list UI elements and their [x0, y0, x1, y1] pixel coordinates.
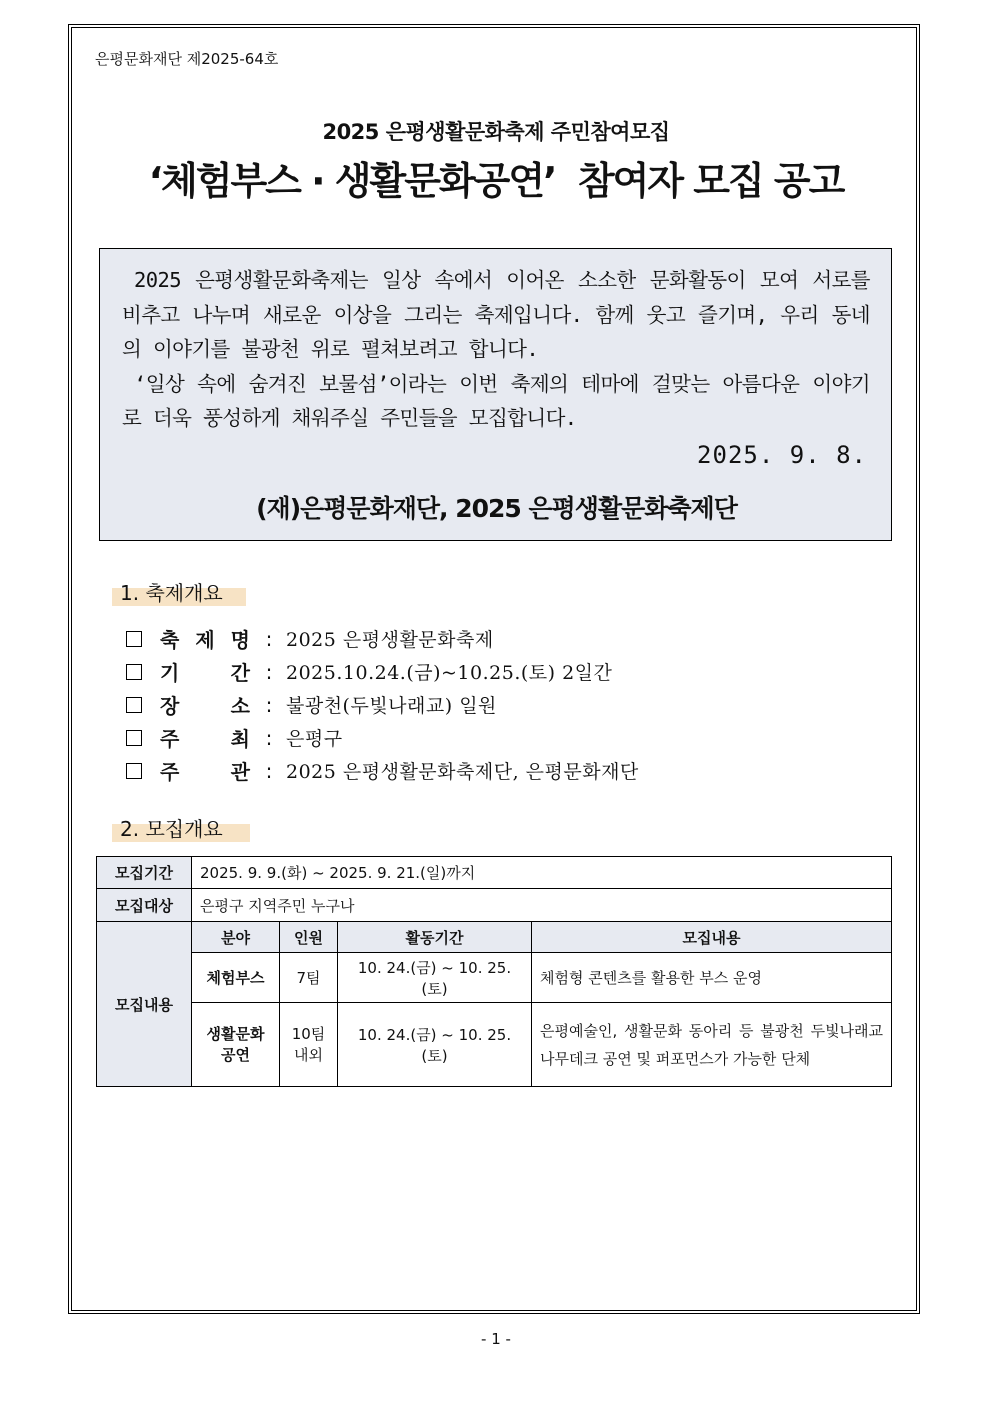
main-title: ‘체험부스 · 생활문화공연’ 참여자 모집 공고 — [148, 159, 844, 203]
checkbox-square-icon — [126, 763, 142, 779]
colon: : — [265, 626, 273, 651]
table-row — [97, 857, 892, 889]
table-header-row — [97, 922, 892, 953]
colon: : — [265, 659, 273, 684]
page-number: - 1 - — [481, 1330, 511, 1348]
content-label: 모집내용 — [97, 922, 192, 1087]
intro-organization: (재)은평문화재단, 2025 은평생활문화축제단 — [256, 494, 737, 523]
colon: : — [265, 725, 273, 750]
section-1-heading: 1. 축제개요 — [112, 580, 246, 606]
intro-box — [99, 248, 892, 541]
overview-label: 주 관 — [160, 760, 252, 784]
overview-label: 장 소 — [160, 694, 252, 718]
intro-paragraph-1: 2025 은평생활문화축제는 일상 속에서 이어온 소소한 문화활동이 모여 서로를 비추고 나누며 새로운 이상을 그리는 축제입니다. 함께 웃고 즐기며, 우리 동네의 이야기를 불광천 위로 펼쳐보려고 합니다. — [122, 268, 870, 361]
colon: : — [265, 692, 273, 717]
checkbox-square-icon — [126, 664, 142, 680]
colon: : — [265, 758, 273, 783]
overview-value: 은평구 — [286, 728, 343, 750]
checkbox-square-icon — [126, 730, 142, 746]
intro-text — [122, 263, 870, 436]
checkbox-square-icon — [126, 697, 142, 713]
intro-paragraph-2: ‘일상 속에 숨겨진 보물섬’이라는 이번 축제의 테마에 걸맞는 아름다운 이야기로 더욱 풍성하게 채워주실 주민들을 모집합니다. — [122, 371, 870, 430]
row-count: 7팀 — [280, 953, 338, 1003]
festival-overview-list — [126, 622, 639, 787]
period-label: 모집기간 — [97, 857, 192, 889]
overview-value: 2025.10.24.(금)~10.25.(토) 2일간 — [286, 662, 613, 684]
target-value: 은평구 지역주민 누구나 — [192, 889, 892, 922]
table-row — [97, 953, 892, 1003]
overview-item — [126, 622, 639, 655]
overview-label: 기 간 — [160, 661, 252, 685]
document-number: 은평문화재단 제2025-64호 — [95, 50, 279, 68]
target-label: 모집대상 — [97, 889, 192, 922]
overview-value: 불광천(두빛나래교) 일원 — [286, 695, 497, 717]
row-count: 10팀 내외 — [280, 1003, 338, 1087]
header-field: 분야 — [192, 922, 280, 953]
row-period: 10. 24.(금) ~ 10. 25.(토) — [338, 953, 532, 1003]
overview-item — [126, 754, 639, 787]
header-count: 인원 — [280, 922, 338, 953]
period-value: 2025. 9. 9.(화) ~ 2025. 9. 21.(일)까지 — [192, 857, 892, 889]
overview-item — [126, 655, 639, 688]
overview-label: 축 제 명 — [160, 628, 252, 652]
overview-item — [126, 721, 639, 754]
overview-item — [126, 688, 639, 721]
recruitment-table — [96, 856, 892, 1087]
row-content: 은평예술인, 생활문화 동아리 등 불광천 두빛나래교 나무데크 공연 및 퍼포먼스가 가능한 단체 — [532, 1003, 892, 1087]
table-row — [97, 889, 892, 922]
row-field: 체험부스 — [192, 953, 280, 1003]
overview-value: 2025 은평생활문화축제 — [286, 629, 494, 651]
section-2-heading: 2. 모집개요 — [112, 816, 250, 842]
overview-label: 주 최 — [160, 727, 252, 751]
subtitle: 2025 은평생활문화축제 주민참여모집 — [322, 120, 670, 144]
checkbox-square-icon — [126, 631, 142, 647]
header-period: 활동기간 — [338, 922, 532, 953]
row-period: 10. 24.(금) ~ 10. 25.(토) — [338, 1003, 532, 1087]
table-row — [97, 1003, 892, 1087]
header-content: 모집내용 — [532, 922, 892, 953]
row-content: 체험형 콘텐츠를 활용한 부스 운영 — [532, 953, 892, 1003]
intro-date: 2025. 9. 8. — [697, 441, 867, 469]
overview-value: 2025 은평생활문화축제단, 은평문화재단 — [286, 761, 639, 783]
row-field: 생활문화 공연 — [192, 1003, 280, 1087]
